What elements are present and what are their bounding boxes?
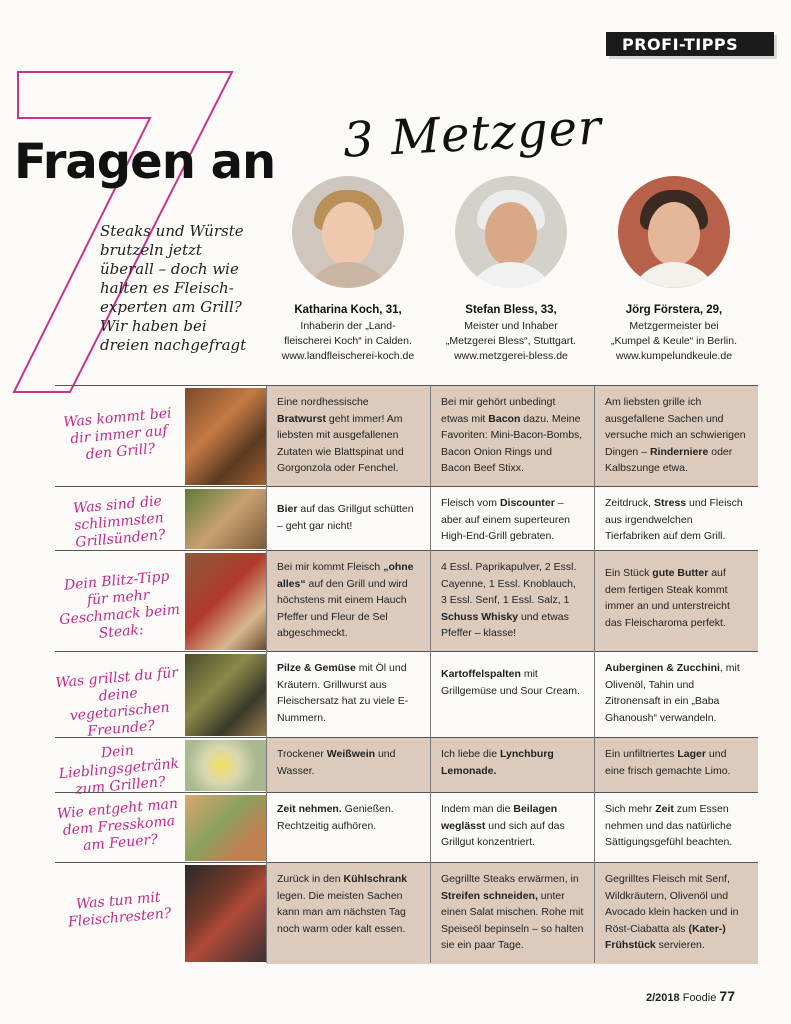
intro-line: experten am Grill? [100, 298, 242, 316]
answer-cell: Ich liebe die Lynchburg Lemonade. [431, 738, 594, 793]
grilled-vegetables-photo [185, 654, 266, 736]
avatar [455, 176, 567, 288]
headline: Fragen an [14, 134, 276, 190]
highlight-text: Stress [654, 497, 687, 509]
person-url[interactable]: www.landfleischerei-koch.de [281, 350, 415, 362]
person-role: Meister und Inhaber [464, 320, 558, 332]
answer-cell: Gegrillte Steaks erwärmen, in Streifen schneiden, unter einen Salat mischen. Rohe mit Speiseöl bepinseln – so halten sie ein paar Tage. [431, 863, 594, 964]
answer-cell: Zurück in den Kühlschrank legen. Die meisten Sachen kann man am nächsten Tag noch warm oder kalt essen. [267, 863, 430, 964]
person-shop: „Metzgerei Bless“, Stuttgart. [445, 335, 577, 347]
highlight-text: Bratwurst [277, 412, 327, 425]
person-shop: „Kumpel & Keule“ in Berlin. [610, 335, 738, 347]
highlight-text: Pilze & Gemüse [277, 662, 356, 674]
highlight-text: Lynchburg Lemonade. [441, 748, 554, 777]
table-row [55, 792, 758, 863]
highlight-text: Kartoffelspalten [441, 668, 521, 680]
highlight-text: Streifen schneiden, [441, 889, 538, 902]
person-role: Inhaberin der „Land- [300, 320, 396, 332]
intro-line: halten es Fleisch- [100, 279, 234, 297]
answer-cell: Bier auf das Grillgut schütten – geht gar nicht! [267, 487, 430, 551]
answer-cell: Eine nordhessische Bratwurst geht immer! Am liebsten mit ausgefallenen Zutaten wie Blattspinat und Gorgonzola oder Fenchel. [267, 386, 430, 487]
avatar [292, 176, 404, 288]
column-divider [266, 385, 267, 963]
question: Was sind die schlimmsten Grillsünden? [72, 493, 167, 551]
table-row [55, 737, 758, 798]
page-footer [646, 988, 735, 1004]
answer-cell: Am liebsten grille ich ausgefallene Sachen und versuche mich an schwierigen Dingen – Rinderniere oder Kalbszunge etwa. [595, 386, 758, 487]
question: Was kommt bei dir immer auf den Grill? [62, 405, 173, 463]
question: Dein Lieblingsgetränk zum Grillen? [58, 742, 180, 798]
table-row [55, 385, 758, 487]
intro-text [100, 222, 270, 355]
sliced-steak-photo [185, 865, 266, 962]
answer-cell: 4 Essl. Paprikapulver, 2 Essl. Cayenne, 1 Essl. Knoblauch, 3 Essl. Senf, 1 Essl. Salz, 1 Schuss Whisky und etwas Pfeffer – klasse! [431, 551, 594, 652]
person-role: Metzgermeister bei [629, 320, 719, 332]
answer-cell: Gegrilltes Fleisch mit Senf, Wildkräutern, Olivenöl und Avocado klein hacken und in Röst-Ciabatta als (Kater-) Frühstück servieren. [595, 863, 758, 964]
garden-table-photo [185, 795, 266, 861]
highlight-text: Discounter [499, 497, 555, 509]
column-divider [430, 385, 431, 963]
question: Was grillst du für deine vegetarischen Freunde? [54, 664, 179, 740]
lemonade-photo [185, 740, 266, 791]
table-row [55, 862, 758, 964]
section-banner-label: PROFI-TIPPS [622, 35, 739, 54]
highlight-text: „ohne alles“ [277, 561, 414, 590]
section-banner [606, 32, 774, 56]
answer-cell: Fleisch vom Discounter – aber auf einem superteuren High-End-Grill gebraten. [431, 487, 594, 551]
answer-cell: Zeitdruck, Stress und Fleisch aus irgendwelchen Tierfabriken auf dem Grill. [595, 487, 758, 551]
steak-sauce-photo [185, 553, 266, 650]
highlight-text: Bier [277, 503, 298, 515]
highlight-text: Weißwein [326, 748, 376, 760]
highlight-text: Bacon [488, 412, 521, 425]
highlight-text: Beilagen weglässt [441, 803, 558, 832]
barbecue-people-photo [185, 489, 266, 549]
question: Was tun mit Fleischresten? [67, 889, 172, 931]
person-url[interactable]: www.metzgerei-bless.de [454, 350, 568, 362]
answer-cell: Ein Stück gute Butter auf dem fertigen Steak kommt immer an und unterstreicht das Fleischaroma perfekt. [595, 551, 758, 652]
highlight-text: Rinderniere [649, 445, 709, 458]
answer-cell: Pilze & Gemüse mit Öl und Kräutern. Grillwurst aus Fleischersatz hat zu viele E-Nummern. [267, 652, 430, 738]
magazine-name: Foodie [682, 992, 717, 1004]
column-divider [594, 385, 595, 963]
highlight-text: Zeit nehmen. [277, 803, 342, 815]
answer-cell: Ein unfiltriertes Lager und eine frisch gemachte Limo. [595, 738, 758, 793]
person-joerg [589, 176, 759, 364]
highlight-text: Zeit [655, 803, 674, 815]
highlight-text: Lager [677, 748, 706, 760]
person-url[interactable]: www.kumpelundkeule.de [615, 350, 733, 362]
answer-cell: Kartoffelspalten mit Grillgemüse und Sour Cream. [431, 652, 594, 738]
answer-cell: Zeit nehmen. Genießen. Rechtzeitig aufhören. [267, 793, 430, 863]
question: Wie entgeht man dem Fresskoma am Feuer? [56, 795, 179, 855]
highlight-text: Schuss Whisky [441, 610, 519, 623]
highlight-text: gute Butter [652, 567, 709, 579]
highlight-text: (Kater-) Frühstück [605, 922, 726, 951]
person-name: Stefan Bless, 33, [465, 304, 557, 316]
person-name: Jörg Förstera, 29, [625, 304, 723, 316]
question: Dein Blitz-Tipp für mehr Geschmack beim Steak: [58, 568, 181, 642]
highlight-text: Auberginen & Zucchini [605, 662, 720, 674]
issue-number: 2/2018 [646, 992, 680, 1004]
intro-line: Steaks und Würste [100, 222, 244, 240]
intro-line: überall – doch wie [100, 260, 239, 278]
table-row [55, 651, 758, 738]
headline-script: 3 Metzger [341, 99, 604, 169]
intro-line: brutzeln jetzt [100, 241, 202, 259]
person-shop: fleischerei Koch“ in Calden. [284, 335, 412, 347]
intro-line: dreien nachgefragt [100, 336, 247, 354]
table-row [55, 550, 758, 652]
person-name: Katharina Koch, 31, [294, 304, 402, 316]
avatar [618, 176, 730, 288]
highlight-text: Kühlschrank [343, 873, 408, 885]
answer-cell: Bei mir gehört unbedingt etwas mit Bacon dazu. Meine Favoriten: Mini-Bacon-Bombs, Bacon Onion Rings und Bacon Beef Stixx. [431, 386, 594, 487]
page-number: 77 [719, 988, 735, 1004]
table-row [55, 486, 758, 551]
intro-line: Wir haben bei [100, 317, 207, 335]
person-katharina [263, 176, 433, 364]
sausage-photo [185, 388, 266, 485]
answer-cell: Sich mehr Zeit zum Essen nehmen und das natürliche Sättigungsgefühl beachten. [595, 793, 758, 863]
person-stefan [426, 176, 596, 364]
answer-cell: Auberginen & Zucchini, mit Olivenöl, Tahin und Zitronensaft in ein „Baba Ghanoush“ verwandeln. [595, 652, 758, 738]
answer-cell: Bei mir kommt Fleisch „ohne alles“ auf den Grill und wird höchstens mit einem Hauch Pfeffer und Fleur de Sel abgeschmeckt. [267, 551, 430, 652]
answer-cell: Indem man die Beilagen weglässt und sich auf das Grillgut konzentriert. [431, 793, 594, 863]
answer-cell: Trockener Weißwein und Wasser. [267, 738, 430, 793]
